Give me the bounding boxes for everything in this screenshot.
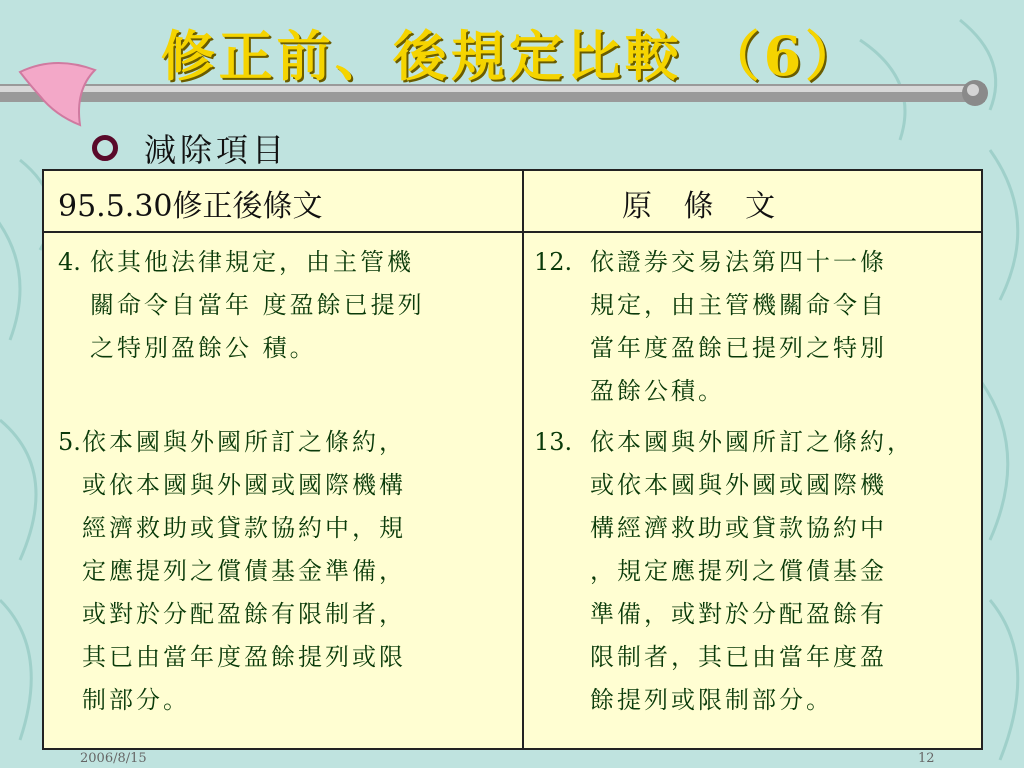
item-text: 依本國與外國所訂之條約， 或依本國與外國或國際機 構經濟救助或貸款協約中 ，規定應提列之償債基金 準備，或對於分配盈餘有 限制者，其已由當年度盈 餘提列或限制部分。 (590, 428, 914, 714)
column-divider (522, 171, 524, 748)
ring-bullet-icon (92, 135, 118, 161)
footer-date: 2006/8/15 (80, 751, 147, 766)
item-number: 4. (58, 248, 81, 276)
item-number: 5. (58, 428, 81, 456)
subtitle-row (92, 126, 288, 170)
item-text: 依其他法律規定，由主管機 關命令自當年 度盈餘已提列 之特別盈餘公 積。 (90, 248, 425, 362)
header-divider (44, 231, 981, 233)
subtitle: 減除項目 (144, 131, 289, 169)
item-number: 12. (534, 248, 573, 276)
item-text: 依證券交易法第四十一條 規定，由主管機關命令自 當年度盈餘已提列之特別 盈餘公積。 (590, 248, 887, 405)
item-number: 13. (534, 428, 573, 456)
comparison-table (42, 169, 983, 750)
item-text: 依本國與外國所訂之條約， 或依本國與外國或國際機構 經濟救助或貸款協約中，規 定應提列之償債基金準備， 或對於分配盈餘有限制者， 其已由當年度盈餘提列或限 制部分。 (82, 428, 406, 714)
header-revised: 95.5.30修正後條文 (58, 189, 323, 224)
slide-title: 修正前、後規定比較 （6） (160, 24, 864, 88)
footer-page-number: 12 (918, 751, 935, 766)
header-original: 原 條 文 (622, 189, 778, 224)
